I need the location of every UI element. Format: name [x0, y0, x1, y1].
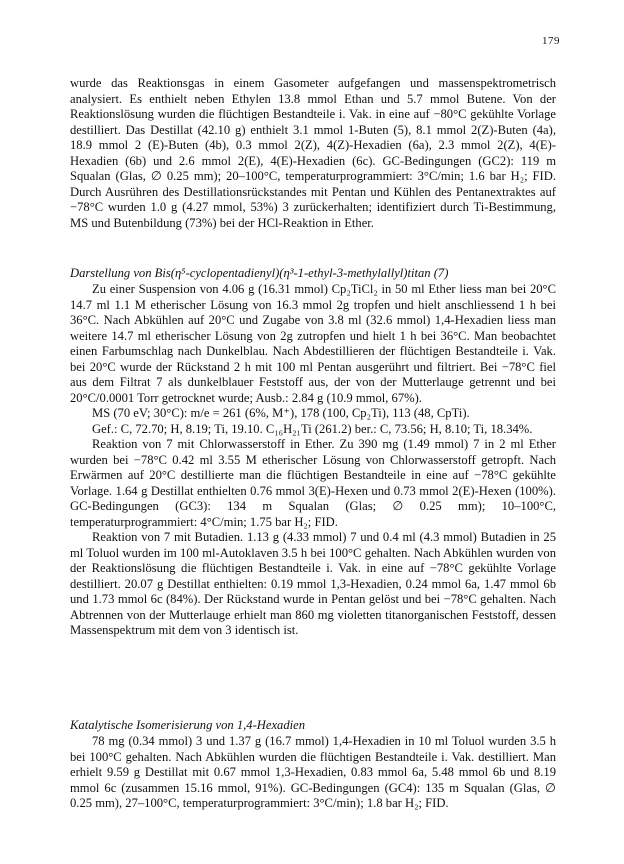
paragraph-ms-data: MS (70 eV; 30°C): m/e = 261 (6%, M⁺), 178 (100, Cp₂Ti), 113 (48, CpTi). — [92, 406, 470, 420]
page-number: 179 — [542, 35, 560, 47]
paragraph-text: wurde das Reaktionsgas in einem Gasometer aufgefangen und massenspektrometrisch analysiert. Es enthielt neben Ethylen 13.8 mmol Ethan und 5.7 mmol Butene. Von der Reaktionslösung wurden die flüchtigen Bestandteile i. Vak. in eine auf −80°C gekühlte Vorlage destilliert. Das Destillat (42.10 g) enthielt 3.1 mmol 1-Buten (5), 8.1 mmol 2(Z)-Buten (4a), 18.9 mmol 2 (E)-Buten (4b), 0.3 mmol 2(Z), 4(Z)-Hexadien (6a), 2.3 mmol 2(Z), 4(E)-Hexadien (6b) und 2.6 mmol 2(E), 4(E)-Hexadien (6c). GC-Bedingungen (GC2): 119 m Squalan (Glas, ∅ 0.25 mm); 20–100°C, temperaturprogrammiert: 3°C/min; 1.6 bar H₂; FID. Durch Ausrühren des Destillationsrückstandes mit Pentan und Kühlen des Pentanextraktes auf −78°C wurden 1.0 g (4.27 mmol, 53%) 3 zurückerhalten; identifiziert durch Ti-Bestimmung, MS und Butenbildung (73%) bei der HCl-Reaktion in Ether. — [70, 76, 556, 230]
section-heading-synthesis-7: Darstellung von Bis(η⁵-cyclopentadienyl)(η³-1-ethyl-3-methylallyl)titan (7) — [70, 266, 449, 280]
paragraph-isomerization: 78 mg (0.34 mmol) 3 und 1.37 g (16.7 mmol) 1,4-Hexadien in 10 ml Toluol wurden 3.5 h bei 100°C gehalten. Nach Abkühlen wurden die flüchtigen Bestandteile i. Vak. destilliert. Man erhielt 9.59 g Destillat mit 0.67 mmol 1,3-Hexadien, 0.83 mmol 6a, 5.48 mmol 6b und 8.19 mmol 6c (zusammen 15.16 mmol, 91%). GC-Bedingungen (GC4): 135 m Squalan (Glas, ∅ 0.25 mm), 27–100°C, temperaturprogrammiert: 3°C/min); 1.8 bar H₂; FID. — [70, 734, 556, 810]
section-body-synthesis-7 — [70, 282, 556, 639]
paragraph-reaction-hcl: Reaktion von 7 mit Chlorwasserstoff in Ether. Zu 390 mg (1.49 mmol) 7 in 2 ml Ether wurden bei −78°C 0.42 ml 3.55 M etherischer Lösung von Chlorwasserstoff getropft. Nach Erwärmen auf 20°C destillierte man die flüchtigen Bestandteile in eine auf −78°C gekühlte Vorlage. 1.64 g Destillat enthielten 0.76 mmol 3(E)-Hexen und 0.73 mmol 2(E)-Hexen (100%). GC-Bedingungen (GC3): 134 m Squalan (Glas; ∅ 0.25 mm); 10–100°C, temperaturprogrammiert: 4°C/min; 1.75 bar H₂; FID. — [70, 437, 556, 529]
section-heading-isomerization: Katalytische Isomerisierung von 1,4-Hexadien — [70, 718, 306, 732]
paragraph-reaction-gas-analysis — [70, 76, 556, 231]
paragraph-reaction-butadiene: Reaktion von 7 mit Butadien. 1.13 g (4.33 mmol) 7 und 0.4 ml (4.3 mmol) Butadien in 25 ml Toluol wurden im 100 ml-Autoklaven 3.5 h bei 100°C gehalten. Nach Abkühlen wurden von der Reaktionslösung die flüchtigen Bestandteile i. Vak. in eine auf −78°C gekühlte Vorlage destilliert. 20.07 g Destillat enthielten: 0.19 mmol 1,3-Hexadien, 0.24 mmol 6a, 1.47 mmol 6b und 1.73 mmol 6c (84%). Der Rückstand wurde in Pentan gelöst und bei −78°C gehalten. Nach Abtrennen von der Mutterlauge erhielt man 860 mg violetten titanorganischen Feststoff, dessen Massenspektrum mit dem von 3 identisch ist. — [70, 530, 556, 637]
paragraph-elemental-analysis: Gef.: C, 72.70; H, 8.19; Ti, 19.10. C₁₆H₂₁Ti (261.2) ber.: C, 73.56; H, 8.10; Ti, 18.34%. — [92, 421, 533, 436]
paragraph-synthesis: Zu einer Suspension von 4.06 g (16.31 mmol) Cp₂TiCl₂ in 50 ml Ether liess man bei 20°C 14.7 ml 1.1 M etherischer Lösung von 16.3 mmol 2g tropfen und hielt anschliessend 1 h bei 36°C. Nach Abkühlen auf 20°C und Zugabe von 3.8 ml (32.6 mmol) 1,4-Hexadien liess man weitere 14.7 ml etherischer Lösung von 2g zutropfen und hielt 1 h bei 36°C. Man beobachtet einen Farbumschlag nach Dunkelblau. Nach Abdestillieren der flüchtigen Bestandteile i. Vak. bei 20°C wurde der Rückstand 2 h mit 100 ml Pentan ausgerührt und filtriert. Bei −78°C fiel aus dem Filtrat 7 als dunkelblauer Feststoff aus, der von der Mutterlauge getrennt und bei 20°C/0.0001 Torr getrocknet wurde; Ausb.: 2.84 g (10.9 mmol, 67%). — [70, 282, 556, 405]
section-body-isomerization — [70, 734, 556, 812]
